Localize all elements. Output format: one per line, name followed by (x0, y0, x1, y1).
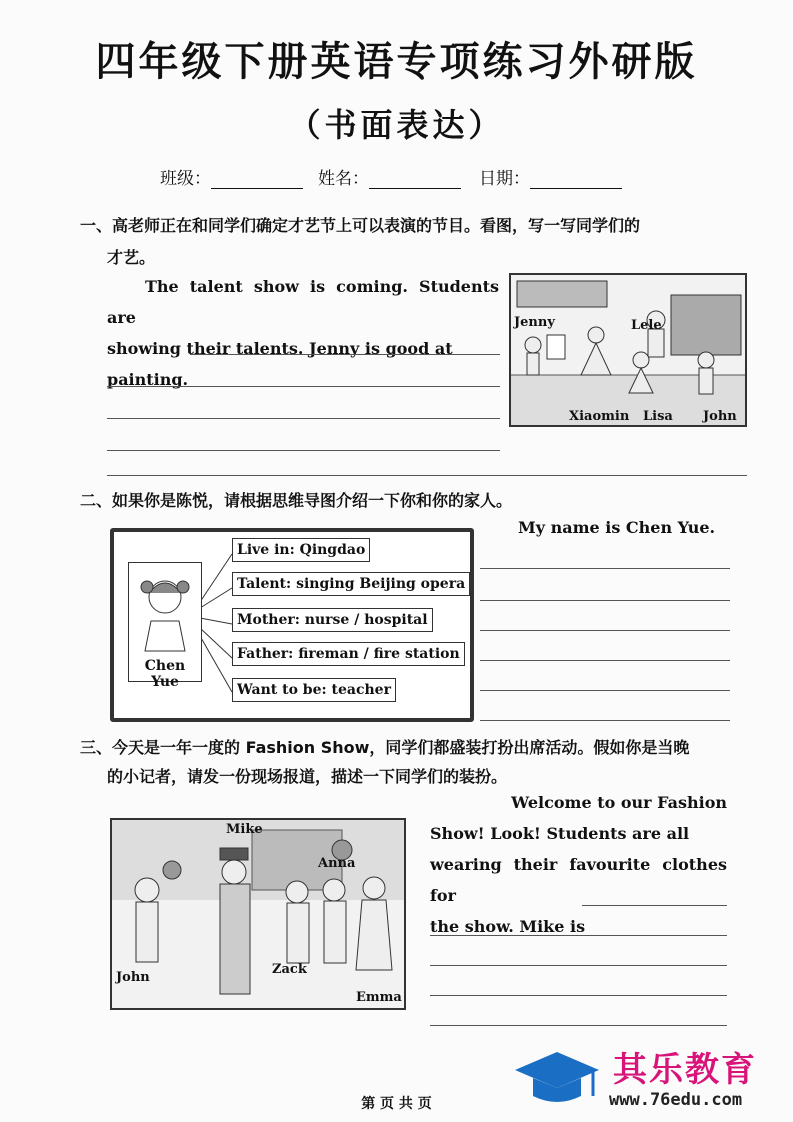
mind-map-item-father: Father: fireman / fire station (232, 642, 465, 666)
picture-label-lisa: Lisa (643, 409, 673, 424)
writing-line[interactable] (480, 690, 730, 691)
picture-label-emma: Emma (356, 990, 402, 1005)
picture-label-zack: Zack (272, 962, 307, 977)
section1-heading-line2: 才艺。 (107, 248, 156, 267)
chen-yue-portrait (128, 562, 202, 690)
section1-line1: The talent show is coming. Students are (107, 277, 499, 327)
mind-map (110, 528, 474, 722)
section2-heading: 二、如果你是陈悦，请根据思维导图介绍一下你和你的家人。 (80, 491, 513, 510)
page-title: 四年级下册英语专项练习外研版 (95, 39, 698, 85)
name-field (318, 164, 461, 189)
name-label: 姓名： (318, 169, 369, 189)
writing-line[interactable] (430, 1025, 727, 1026)
picture-label-jenny: Jenny (514, 315, 555, 330)
class-blank[interactable] (211, 170, 303, 189)
section1-passage (107, 271, 499, 395)
center-label: Chen Yue (144, 658, 186, 690)
writing-line[interactable] (107, 450, 500, 451)
picture-label-anna: Anna (318, 856, 356, 871)
section3-heading-line1: 三、今天是一年一度的 Fashion Show，同学们都盛装打扮出席活动。假如你是当晚 (80, 738, 690, 757)
section2-intro: My name is Chen Yue. (518, 518, 716, 537)
section1-line3: painting. (107, 370, 189, 389)
picture-label-xiaomin: Xiaomin (569, 409, 630, 424)
watermark-brand: 其乐教育 (613, 1050, 757, 1090)
class-field (160, 164, 303, 189)
writing-line[interactable] (430, 995, 727, 996)
date-field (479, 164, 622, 189)
picture-label-mike: Mike (226, 822, 263, 837)
section3-line4: the show. Mike is (430, 917, 586, 936)
writing-line[interactable] (107, 475, 747, 476)
section1-heading-line1: 一、高老师正在和同学们确定才艺节上可以表演的节目。看图，写一写同学们的 (80, 216, 641, 235)
section1-line2: showing their talents. Jenny is good at (107, 339, 453, 358)
writing-line[interactable] (582, 905, 727, 906)
mind-map-item-want-to-be: Want to be: teacher (232, 678, 396, 702)
date-blank[interactable] (530, 170, 622, 189)
section3-line2: Show! Look! Students are all (430, 824, 690, 843)
picture-label-john: John (703, 409, 737, 424)
section3-line3: wearing their favourite clothes for (430, 855, 727, 905)
mind-map-item-talent: Talent: singing Beijing opera (232, 572, 470, 596)
watermark-url: www.76edu.com (609, 1090, 743, 1110)
fashion-show-picture (110, 818, 406, 1010)
writing-line[interactable] (480, 568, 730, 569)
section3-heading-line2: 的小记者，请发一份现场报道，描述一下同学们的装扮。 (107, 767, 508, 786)
picture-label-lele: Lele (631, 318, 662, 333)
writing-line[interactable] (480, 720, 730, 721)
date-label: 日期： (479, 169, 530, 189)
page-subtitle: （书面表达） (288, 106, 505, 144)
writing-line[interactable] (430, 935, 727, 936)
mind-map-item-mother: Mother: nurse / hospital (232, 608, 433, 632)
writing-line[interactable] (480, 630, 730, 631)
class-label: 班级： (160, 169, 211, 189)
talent-show-picture (509, 273, 747, 427)
picture-label-john: John (116, 970, 150, 985)
section3-line1: Welcome to our Fashion (511, 793, 727, 812)
fashion-show-illustration (112, 820, 404, 1008)
talent-show-illustration (511, 275, 745, 425)
page-footer: 第 页 共 页 (361, 1096, 432, 1112)
writing-line[interactable] (107, 386, 500, 387)
section3-passage (430, 787, 727, 942)
mind-map-item-live-in: Live in: Qingdao (232, 538, 370, 562)
girl-avatar-icon (129, 563, 201, 653)
writing-line[interactable] (190, 354, 500, 355)
writing-line[interactable] (430, 965, 727, 966)
writing-line[interactable] (107, 418, 500, 419)
writing-line[interactable] (480, 660, 730, 661)
writing-line[interactable] (480, 600, 730, 601)
name-blank[interactable] (369, 170, 461, 189)
